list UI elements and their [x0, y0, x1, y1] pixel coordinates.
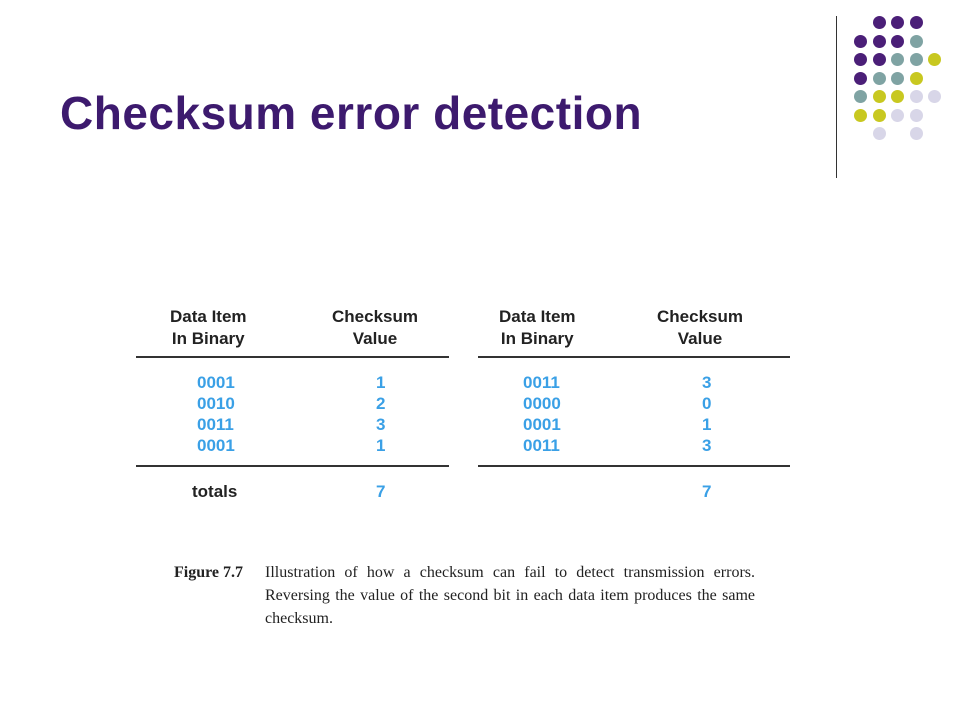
decorative-dot-grid — [840, 8, 960, 178]
decorative-dot — [854, 90, 867, 103]
header-rule — [478, 356, 790, 358]
value-cell: 1 — [376, 373, 386, 392]
decorative-dot — [854, 109, 867, 122]
decorative-dot — [891, 109, 904, 122]
checksum-table-original — [136, 306, 451, 506]
header-text: Checksum — [657, 307, 743, 326]
decorative-divider — [836, 16, 837, 178]
decorative-dot — [910, 53, 923, 66]
value-cell: 2 — [376, 394, 386, 413]
decorative-dot — [873, 35, 886, 48]
decorative-dot — [928, 53, 941, 66]
value-cell: 1 — [702, 415, 712, 434]
decorative-dot — [910, 127, 923, 140]
header-text: Checksum — [332, 307, 418, 326]
decorative-dot — [873, 16, 886, 29]
binary-cell: 0001 — [523, 415, 561, 434]
decorative-dot — [928, 90, 941, 103]
binary-cell: 0010 — [197, 394, 235, 413]
header-text: Data Item — [170, 307, 247, 326]
decorative-dot — [910, 72, 923, 85]
decorative-dot — [891, 72, 904, 85]
decorative-dot — [910, 16, 923, 29]
decorative-dot — [854, 53, 867, 66]
header-checksum-value — [657, 306, 743, 350]
total-value: 7 — [376, 482, 386, 501]
decorative-dot — [910, 109, 923, 122]
decorative-dot — [891, 35, 904, 48]
slide-title: Checksum error detection — [60, 87, 643, 139]
header-text: In Binary — [500, 329, 574, 348]
totals-rule — [136, 465, 449, 467]
decorative-dot — [873, 127, 886, 140]
header-text: Data Item — [499, 307, 576, 326]
decorative-dot — [873, 72, 886, 85]
total-value: 7 — [702, 482, 712, 501]
decorative-dot — [854, 35, 867, 48]
header-rule — [136, 356, 449, 358]
decorative-dot — [891, 16, 904, 29]
binary-cell: 0001 — [197, 436, 235, 455]
decorative-dot — [873, 90, 886, 103]
decorative-dot — [891, 90, 904, 103]
value-cell: 1 — [376, 436, 386, 455]
header-text: Value — [352, 329, 398, 348]
value-cell: 0 — [702, 394, 712, 413]
decorative-dot — [873, 109, 886, 122]
checksum-table-reversed — [478, 306, 790, 506]
figure-text: Illustration of how a checksum can fail to detect transmission errors. Reversing the value of the second bit in each data item produces the same checksum. — [265, 564, 755, 627]
decorative-dot — [910, 90, 923, 103]
binary-cell: 0011 — [523, 373, 560, 392]
header-data-item — [499, 306, 576, 350]
header-data-item — [170, 306, 247, 350]
decorative-dot — [854, 72, 867, 85]
value-cell: 3 — [702, 436, 712, 455]
value-cell: 3 — [376, 415, 386, 434]
header-checksum-value — [332, 306, 418, 350]
totals-label: totals — [192, 482, 238, 501]
header-text: Value — [677, 329, 723, 348]
value-cell: 3 — [702, 373, 712, 392]
totals-rule — [478, 465, 790, 467]
header-text: In Binary — [171, 329, 245, 348]
figure-label: Figure 7.7 — [174, 564, 244, 581]
binary-cell: 0011 — [523, 436, 560, 455]
decorative-dot — [873, 53, 886, 66]
binary-cell: 0000 — [523, 394, 561, 413]
decorative-dot — [891, 53, 904, 66]
decorative-dot — [910, 35, 923, 48]
binary-cell: 0001 — [197, 373, 235, 392]
binary-cell: 0011 — [197, 415, 234, 434]
